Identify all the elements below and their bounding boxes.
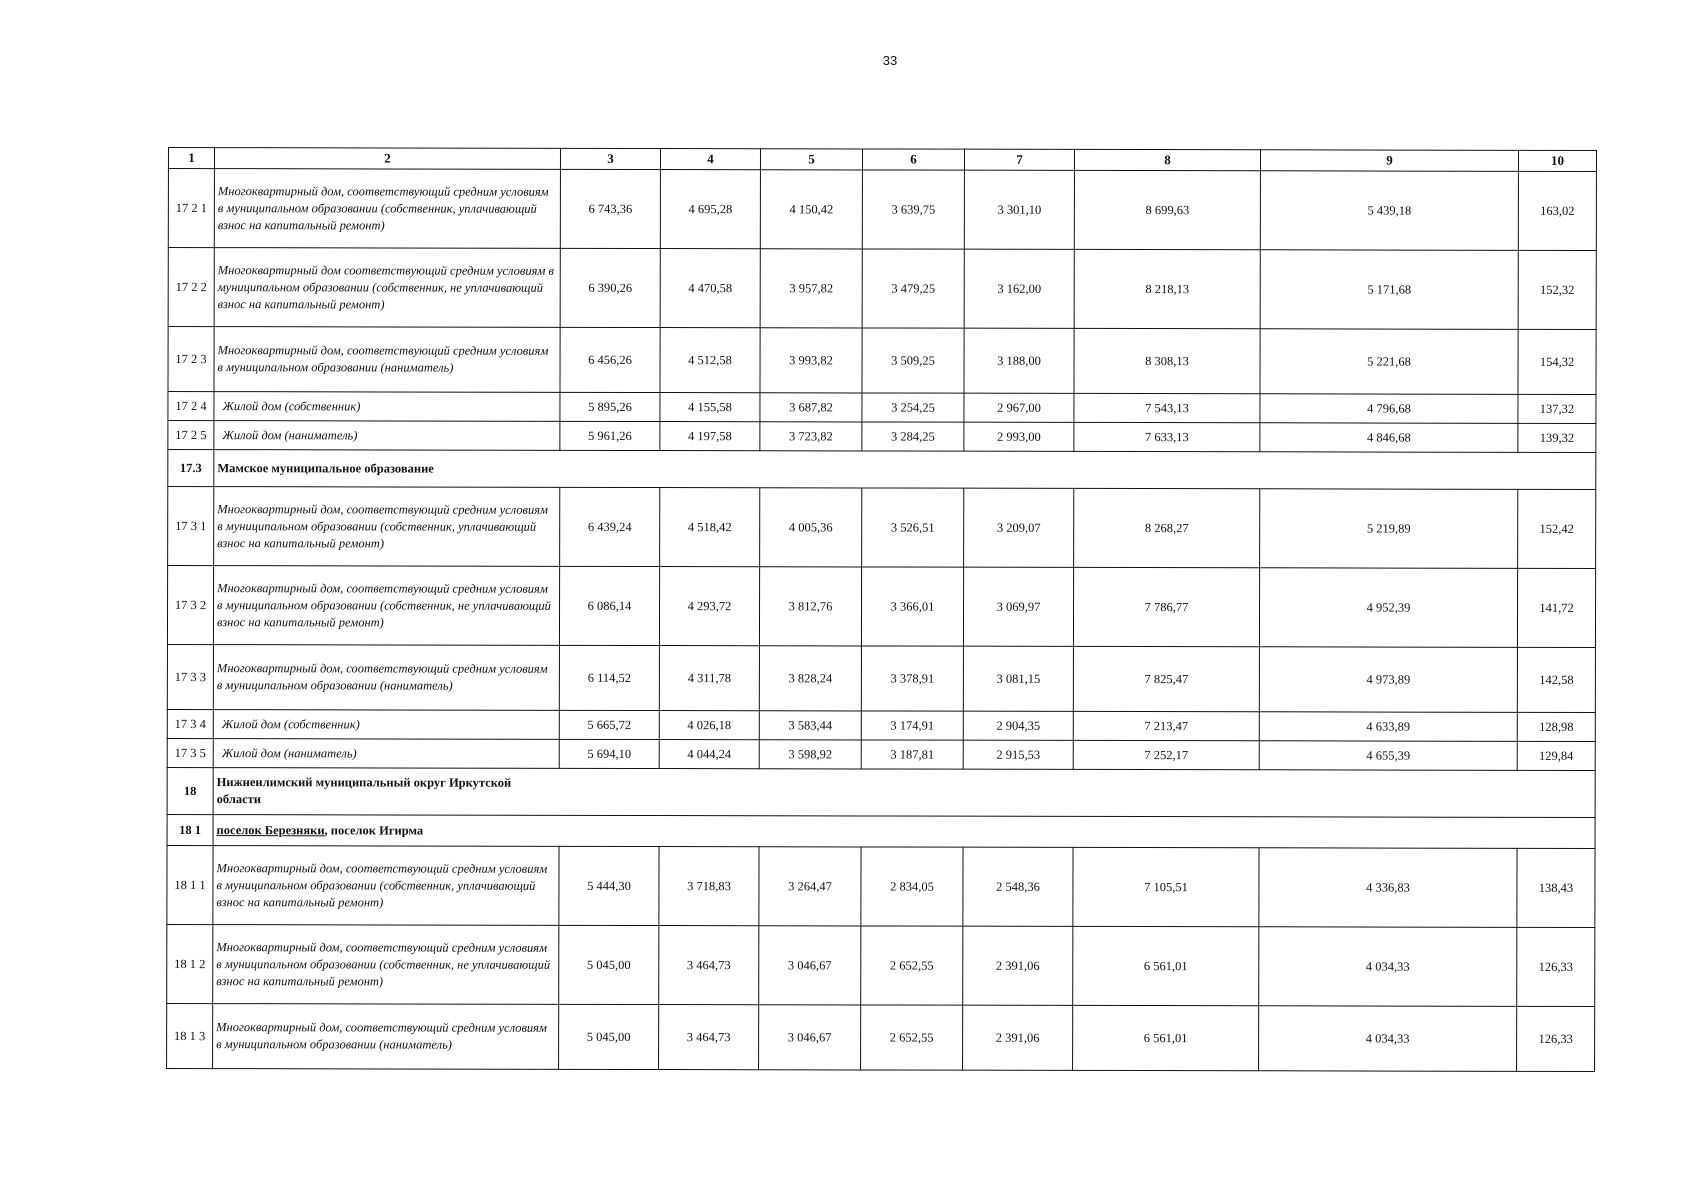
- tariff-table: [166, 147, 1597, 1072]
- value-cell: 5 045,00: [559, 925, 659, 1004]
- row-code: 17 3 2: [167, 566, 213, 645]
- table-row: [167, 1003, 1595, 1071]
- value-cell: 3 526,51: [862, 488, 964, 567]
- row-description: Жилой дом (наниматель): [214, 421, 560, 451]
- value-cell: 4 155,58: [660, 393, 760, 422]
- value-cell: 2 915,53: [963, 740, 1073, 769]
- table-row: [167, 924, 1595, 1006]
- section-title-text: Нижнеилимский муниципальный округ Иркутской области: [216, 775, 512, 807]
- row-description: Многоквартирный дом, соответствующий средним условиям в муниципальном образовании (собственник, не уплачивающий взнос на капитальный ремонт): [213, 566, 559, 646]
- value-cell: 7 543,13: [1074, 393, 1260, 422]
- row-description: Многоквартирный дом, соответствующий средним условиям в муниципальном образовании (собственник, уплачивающий взнос на капитальный ремонт): [213, 846, 559, 926]
- value-cell: 3 583,44: [759, 711, 861, 740]
- section-code: 17.3: [168, 450, 214, 487]
- value-cell: 5 045,00: [559, 1004, 659, 1069]
- value-cell: 2 967,00: [964, 393, 1074, 422]
- value-cell: 5 171,68: [1260, 250, 1518, 330]
- value-cell: 4 026,18: [659, 711, 759, 740]
- value-cell: 6 439,24: [560, 487, 660, 566]
- table-row: [167, 709, 1595, 741]
- column-number: 8: [1074, 149, 1260, 170]
- column-number: 9: [1260, 150, 1518, 172]
- value-cell: 141,72: [1517, 568, 1595, 647]
- value-cell: 6 456,26: [560, 327, 660, 392]
- value-cell: 6 743,36: [560, 169, 660, 248]
- section-title-rest: , поселок Игирма: [324, 822, 424, 838]
- value-cell: 7 825,47: [1073, 646, 1259, 711]
- value-cell: 8 218,13: [1074, 249, 1260, 328]
- value-cell: 2 391,06: [963, 1005, 1073, 1070]
- value-cell: 3 993,82: [760, 328, 862, 393]
- value-cell: 3 509,25: [862, 328, 964, 393]
- value-cell: 3 187,81: [861, 740, 963, 769]
- value-cell: 3 301,10: [964, 170, 1074, 249]
- row-code: 17 3 5: [167, 738, 213, 767]
- section-row: [168, 450, 1596, 490]
- row-description: Многоквартирный дом, соответствующий средним условиям в муниципальном образовании (собственник, не уплачивающий взнос на капитальный ремонт): [213, 925, 559, 1005]
- value-cell: 4 952,39: [1259, 568, 1517, 648]
- value-cell: 4 150,42: [760, 170, 862, 249]
- table-row: [167, 644, 1595, 712]
- value-cell: 3 188,00: [964, 328, 1074, 393]
- value-cell: 3 957,82: [760, 249, 862, 328]
- value-cell: 4 034,33: [1259, 1006, 1517, 1072]
- section-code: 18: [167, 767, 213, 814]
- value-cell: 7 213,47: [1073, 711, 1259, 740]
- value-cell: 4 311,78: [659, 646, 759, 711]
- table-row: [167, 566, 1595, 648]
- value-cell: 6 114,52: [559, 645, 659, 710]
- value-cell: 4 336,83: [1259, 848, 1517, 928]
- row-code: 17 2 2: [168, 248, 214, 327]
- section-row: [167, 814, 1595, 848]
- row-description: Жилой дом (наниматель): [213, 739, 559, 769]
- value-cell: 2 904,35: [963, 711, 1073, 740]
- section-title-underlined: поселок Березняки: [216, 822, 325, 837]
- row-description: Многоквартирный дом, соответствующий средним условиям в муниципальном образовании (наниматель): [213, 1004, 559, 1070]
- value-cell: 4 796,68: [1260, 394, 1518, 424]
- value-cell: 7 786,77: [1073, 567, 1259, 646]
- table-row: [167, 738, 1595, 770]
- section-title-text: Мамское муниципальное образование: [217, 460, 434, 476]
- column-number: 5: [760, 149, 862, 170]
- row-code: 17 3 1: [168, 487, 214, 566]
- column-number: 7: [964, 149, 1074, 170]
- value-cell: 3 209,07: [964, 488, 1074, 567]
- table-row: [167, 845, 1595, 927]
- value-cell: 4 512,58: [660, 328, 760, 393]
- value-cell: 154,32: [1518, 329, 1596, 394]
- row-description: Многоквартирный дом, соответствующий средним условиям в муниципальном образовании (наниматель): [213, 645, 559, 711]
- column-number: 1: [168, 148, 214, 169]
- value-cell: 137,32: [1518, 394, 1596, 423]
- value-cell: 152,42: [1518, 489, 1596, 568]
- value-cell: 129,84: [1517, 741, 1595, 770]
- row-description: Многоквартирный дом соответствующий средним условиям в муниципальном образовании (собственник, не уплачивающий взнос на капитальный ремонт): [214, 248, 560, 328]
- value-cell: 3 718,83: [659, 847, 759, 926]
- column-number: 10: [1518, 150, 1596, 171]
- row-code: 17 3 3: [167, 644, 213, 709]
- value-cell: 128,98: [1517, 712, 1595, 741]
- value-cell: 3 479,25: [862, 249, 964, 328]
- row-description: Жилой дом (собственник): [213, 710, 559, 740]
- section-row: [167, 767, 1595, 817]
- value-cell: 5 221,68: [1260, 329, 1518, 395]
- column-number-row: [168, 148, 1596, 172]
- value-cell: 3 046,67: [759, 926, 861, 1005]
- value-cell: 6 561,01: [1073, 1005, 1259, 1070]
- value-cell: 4 293,72: [659, 567, 759, 646]
- row-code: 18 1 1: [167, 845, 213, 924]
- value-cell: 3 687,82: [760, 393, 862, 422]
- column-number: 6: [862, 149, 964, 170]
- value-cell: 4 044,24: [659, 740, 759, 769]
- value-cell: 5 439,18: [1260, 171, 1518, 251]
- value-cell: 3 162,00: [964, 249, 1074, 328]
- column-number: 3: [560, 148, 660, 169]
- value-cell: 5 665,72: [559, 710, 659, 739]
- value-cell: 2 548,36: [963, 847, 1073, 926]
- value-cell: 8 268,27: [1074, 488, 1260, 567]
- value-cell: 3 081,15: [963, 646, 1073, 711]
- value-cell: 3 174,91: [861, 711, 963, 740]
- value-cell: 3 366,01: [861, 567, 963, 646]
- table-row: [168, 487, 1596, 569]
- value-cell: 2 652,55: [861, 926, 963, 1005]
- row-description: Многоквартирный дом, соответствующий средним условиям в муниципальном образовании (собственник, уплачивающий взнос на капитальный ремонт): [214, 487, 560, 567]
- value-cell: 3 723,82: [760, 422, 862, 451]
- value-cell: 5 219,89: [1260, 489, 1518, 569]
- row-code: 18 1 2: [167, 924, 213, 1003]
- value-cell: 6 561,01: [1073, 926, 1259, 1005]
- row-code: 17 2 3: [168, 327, 214, 392]
- value-cell: 4 973,89: [1259, 647, 1517, 713]
- value-cell: 7 105,51: [1073, 847, 1259, 926]
- value-cell: 3 264,47: [759, 847, 861, 926]
- value-cell: 138,43: [1517, 848, 1595, 927]
- row-description: Многоквартирный дом, соответствующий средним условиям в муниципальном образовании (собственник, уплачивающий взнос на капитальный ремонт): [214, 169, 560, 249]
- value-cell: 5 444,30: [559, 846, 659, 925]
- value-cell: 4 655,39: [1259, 741, 1517, 771]
- value-cell: 5 694,10: [559, 739, 659, 768]
- value-cell: 6 086,14: [559, 566, 659, 645]
- row-code: 17 2 1: [168, 169, 214, 248]
- value-cell: 7 252,17: [1073, 740, 1259, 769]
- table-row: [168, 421, 1596, 453]
- value-cell: 142,58: [1517, 647, 1595, 712]
- value-cell: 3 598,92: [759, 740, 861, 769]
- value-cell: 4 518,42: [660, 488, 760, 567]
- value-cell: 2 993,00: [964, 422, 1074, 451]
- value-cell: 5 895,26: [560, 392, 660, 421]
- row-code: 17 3 4: [167, 709, 213, 738]
- value-cell: 4 633,89: [1259, 712, 1517, 742]
- value-cell: 4 695,28: [660, 170, 760, 249]
- section-title: [213, 768, 1595, 818]
- value-cell: 4 846,68: [1260, 423, 1518, 453]
- page-number: 33: [882, 53, 898, 68]
- value-cell: 3 464,73: [659, 926, 759, 1005]
- row-description: Многоквартирный дом, соответствующий средним условиям в муниципальном образовании (наниматель): [214, 327, 560, 393]
- value-cell: 4 470,58: [660, 249, 760, 328]
- column-number: 2: [214, 148, 560, 170]
- value-cell: 3 464,73: [659, 1005, 759, 1070]
- value-cell: 4 005,36: [760, 488, 862, 567]
- value-cell: 3 254,25: [862, 393, 964, 422]
- column-number: 4: [660, 149, 760, 170]
- row-code: 18 1 3: [167, 1003, 213, 1068]
- value-cell: 3 284,25: [862, 422, 964, 451]
- value-cell: 3 828,24: [759, 646, 861, 711]
- value-cell: 126,33: [1517, 1006, 1595, 1071]
- section-title: [214, 450, 1596, 490]
- row-code: 17 2 5: [168, 421, 214, 450]
- value-cell: 3 069,97: [963, 567, 1073, 646]
- row-code: 17 2 4: [168, 392, 214, 421]
- value-cell: 8 699,63: [1074, 170, 1260, 249]
- section-title: [213, 815, 1595, 849]
- table-row: [168, 327, 1596, 395]
- value-cell: 8 308,13: [1074, 328, 1260, 393]
- value-cell: 3 812,76: [759, 567, 861, 646]
- value-cell: 3 046,67: [759, 1005, 861, 1070]
- value-cell: 2 391,06: [963, 926, 1073, 1005]
- value-cell: 4 034,33: [1259, 927, 1517, 1007]
- value-cell: 2 834,05: [861, 847, 963, 926]
- table-body: [167, 148, 1597, 1072]
- value-cell: 5 961,26: [560, 421, 660, 450]
- row-description: Жилой дом (собственник): [214, 392, 560, 422]
- table-row: [168, 392, 1596, 424]
- value-cell: 163,02: [1518, 171, 1596, 250]
- section-code: 18 1: [167, 814, 213, 845]
- value-cell: 4 197,58: [660, 422, 760, 451]
- value-cell: 139,32: [1518, 423, 1596, 452]
- value-cell: 3 639,75: [862, 170, 964, 249]
- table-row: [168, 169, 1596, 251]
- value-cell: 7 633,13: [1074, 422, 1260, 451]
- value-cell: 126,33: [1517, 927, 1595, 1006]
- table-row: [168, 248, 1596, 330]
- value-cell: 152,32: [1518, 250, 1596, 329]
- value-cell: 6 390,26: [560, 248, 660, 327]
- value-cell: 2 652,55: [861, 1005, 963, 1070]
- value-cell: 3 378,91: [861, 646, 963, 711]
